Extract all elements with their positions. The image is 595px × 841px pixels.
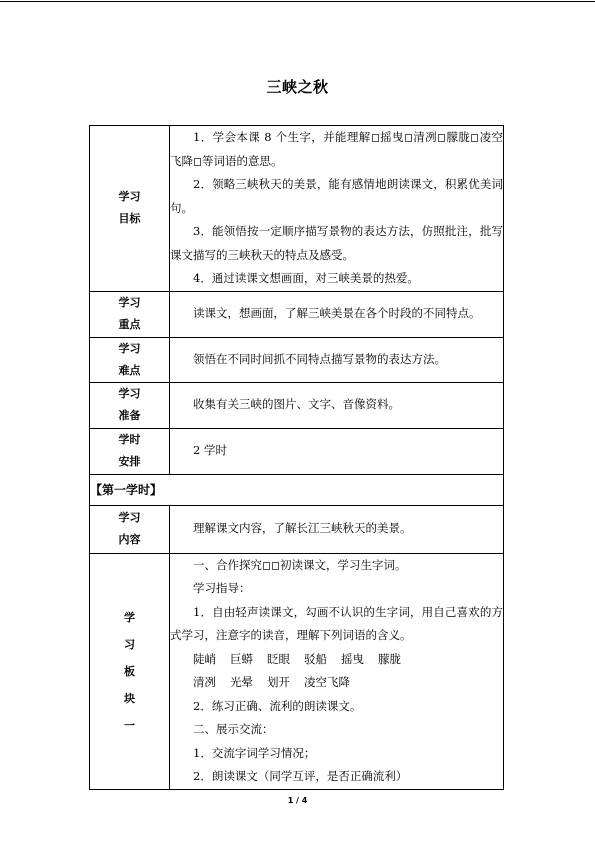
label-learning-content: 学习 内容 [90, 505, 170, 553]
period-heading: 【第一学时】 [90, 474, 504, 505]
goal-item-3: 3．能领悟按一定顺序描写景物的表达方法，仿照批注，批写课文描写的三峡秋天的特点及感受。 [170, 224, 503, 262]
schedule-text: 2 学时 [193, 443, 227, 458]
vocab-row-1: 陡峭 巨蟒 眨眼 驳船 摇曳 朦胧 [193, 651, 401, 666]
module-line-4: 2．练习正确、流利的朗读课文。 [193, 698, 362, 713]
missing-glyph-box [372, 134, 379, 142]
label-difficulties: 学习 难点 [90, 337, 170, 382]
missing-glyph-box [194, 158, 201, 166]
vocab-row-2: 清冽 光晕 划开 凌空飞降 [193, 675, 350, 689]
row-learning-content [90, 505, 504, 553]
module-line-6: 1．交流字词学习情况； [193, 745, 316, 760]
lesson-plan-table [89, 125, 504, 790]
goal-item-1: 1．学会本课 8 个生字，并能理解 摇曳 清冽 朦胧 凌空飞降 等词语的意思。 [170, 130, 503, 168]
module-line-7: 2．朗读课文（同学互评，是否正确流利） [193, 769, 408, 783]
missing-glyph-box [405, 134, 412, 142]
module-line-1: 一、合作探究 初读课文，学习生字词。 [193, 557, 407, 572]
row-goals [90, 126, 504, 292]
row-schedule [90, 428, 504, 474]
module-one-content [170, 553, 504, 789]
goal-item-4: 4．通过读课文想画面，对三峡美景的热爱。 [193, 271, 419, 285]
key-points-text: 读课文，想画面，了解三峡美景在各个时段的不同特点。 [193, 306, 481, 321]
row-preparation [90, 382, 504, 428]
page-number: 1 / 4 [287, 796, 308, 805]
module-line-2: 学习指导： [193, 581, 251, 595]
label-key-points: 学习 重点 [90, 291, 170, 337]
module-line-3: 1．自由轻声读课文，勾画不认识的生字词，用自己喜欢的方式学习，注意字的读音，理解下列词语的含义。 [170, 604, 503, 642]
goals-content [170, 126, 504, 292]
goal-item-2: 2．领略三峡秋天的美景，能有感情地朗读课文，积累优美词句。 [170, 177, 503, 215]
page-title: 三峡之秋 [266, 78, 329, 96]
module-line-5: 二、展示交流： [193, 722, 274, 736]
learning-content-text: 理解课文内容，了解长江三峡秋天的美景。 [193, 521, 412, 536]
missing-glyph-box [438, 134, 445, 142]
row-difficulties [90, 337, 504, 382]
label-module-one: 学 习 板 块 一 [90, 553, 170, 789]
label-preparation: 学习 准备 [90, 382, 170, 428]
difficulties-text: 领悟在不同时间抓不同特点描写景物的表达方法。 [193, 351, 446, 366]
missing-glyph-box [272, 562, 279, 570]
missing-glyph-box [471, 134, 478, 142]
label-goals: 学习 目标 [90, 126, 170, 292]
missing-glyph-box [263, 562, 270, 570]
header-rule [0, 1, 595, 2]
label-schedule: 学时 安排 [90, 428, 170, 474]
row-period-heading [90, 474, 504, 505]
row-module-one [90, 553, 504, 789]
row-key-points [90, 291, 504, 337]
preparation-text: 收集有关三峡的图片、文字、音像资料。 [193, 397, 400, 412]
